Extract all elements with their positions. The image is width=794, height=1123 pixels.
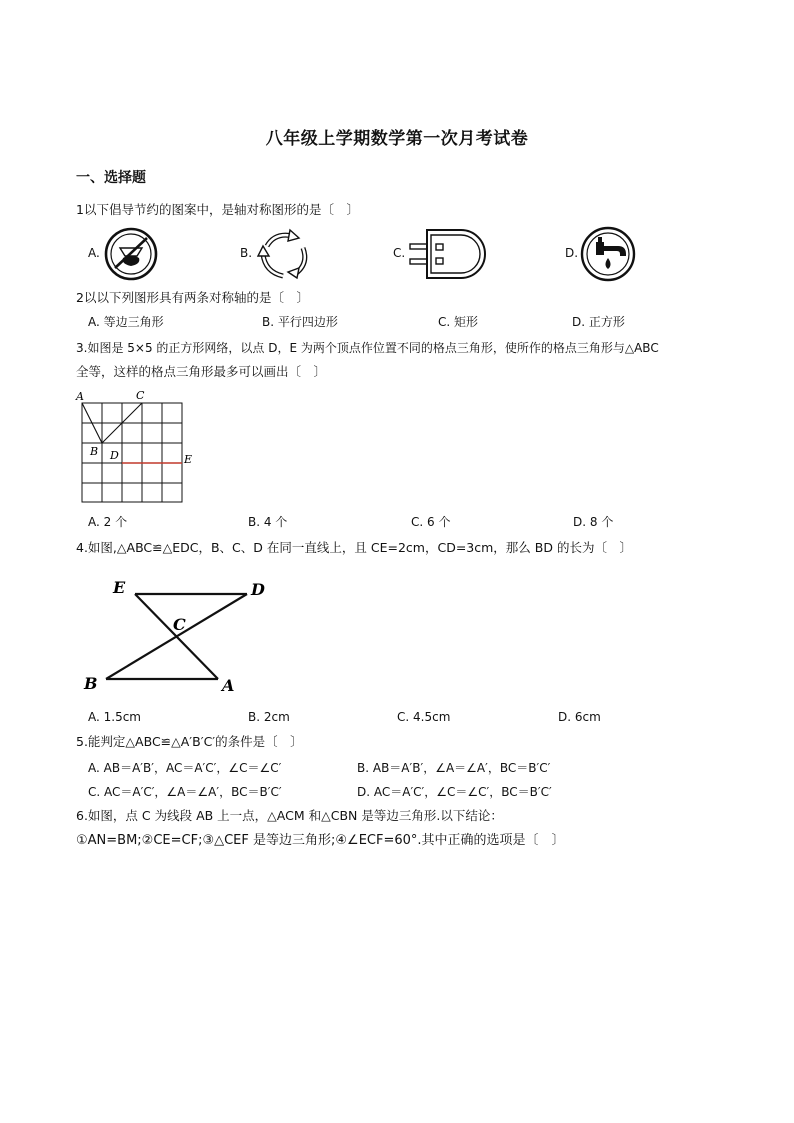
q3-option-a[interactable]: A. 2 个 xyxy=(88,515,128,529)
question-1-stem: 1以下倡导节约的图案中，是轴对称图形的是〔 〕 xyxy=(76,202,359,217)
q2-option-c[interactable]: C. 矩形 xyxy=(438,315,479,329)
question-2-stem: 2以以下列图形具有两条对称轴的是〔 〕 xyxy=(76,290,309,305)
q1-label-d: D. xyxy=(565,246,579,260)
q5-option-a[interactable]: A. AB＝A′B′，AC＝A′C′，∠C＝∠C′ xyxy=(88,761,282,775)
question-6-stem-line-2: ①AN=BM;②CE=CF;③△CEF 是等边三角形;④∠ECF=60°.其中正确的选项是〔 〕 xyxy=(76,833,565,848)
q3-option-c[interactable]: C. 6 个 xyxy=(411,515,451,529)
q2-option-d[interactable]: D. 正方形 xyxy=(572,315,625,329)
q3-grid-figure xyxy=(76,388,196,506)
question-5-stem: 5.能判定△ABC≌△A′B′C′的条件是〔 〕 xyxy=(76,734,303,749)
q5-option-c[interactable]: C. AC＝A′C′，∠A＝∠A′，BC＝B′C′ xyxy=(88,785,282,799)
q2-option-a[interactable]: A. 等边三角形 xyxy=(88,315,164,329)
q4-option-d[interactable]: D. 6cm xyxy=(558,710,601,724)
q1-figure-a-no-food-waste-icon xyxy=(101,226,161,282)
page-title: 八年级上学期数学第一次月考试卷 xyxy=(265,129,529,149)
q5-option-d[interactable]: D. AC＝A′C′，∠C＝∠C′，BC＝B′C′ xyxy=(357,785,552,799)
q4-option-b[interactable]: B. 2cm xyxy=(248,710,290,724)
q4-label-b: B xyxy=(84,674,98,693)
q4-label-e: E xyxy=(113,578,126,597)
question-3-stem-line-2: 全等，这样的格点三角形最多可以画出〔 〕 xyxy=(76,364,327,379)
q4-label-a: A xyxy=(222,676,235,695)
section-heading: 一、选择题 xyxy=(76,170,146,186)
q4-label-c: C xyxy=(173,615,186,634)
q4-label-d: D xyxy=(251,580,265,599)
q3-option-b[interactable]: B. 4 个 xyxy=(248,515,288,529)
question-6-stem-line-1: 6.如图，点 C 为线段 AB 上一点，△ACM 和△CBN 是等边三角形.以下结论： xyxy=(76,808,503,823)
q4-option-c[interactable]: C. 4.5cm xyxy=(397,710,451,724)
q1-figure-c-plug-icon xyxy=(405,226,487,282)
q4-option-a[interactable]: A. 1.5cm xyxy=(88,710,141,724)
q3-label-a: A xyxy=(76,390,84,403)
q1-label-b: B. xyxy=(240,246,253,260)
question-4-stem: 4.如图,△ABC≌△EDC，B、C、D 在同一直线上，且 CE=2cm，CD=3cm，那么 BD 的长为〔 〕 xyxy=(76,540,632,555)
q4-triangle-figure xyxy=(80,575,280,697)
q3-label-d: D xyxy=(110,449,119,462)
q1-label-c: C. xyxy=(393,246,406,260)
q3-option-d[interactable]: D. 8 个 xyxy=(573,515,614,529)
question-3-stem-line-1: 3.如图是 5×5 的正方形网络，以点 D，E 为两个顶点作位置不同的格点三角形，使所作的格点三角形与△ABC xyxy=(76,341,659,355)
q2-option-b[interactable]: B. 平行四边形 xyxy=(262,315,338,329)
q3-label-e: E xyxy=(184,453,193,466)
q1-figure-b-recycle-arrows-icon xyxy=(253,226,313,282)
q5-option-b[interactable]: B. AB＝A′B′，∠A＝∠A′，BC＝B′C′ xyxy=(357,761,551,775)
q3-label-c: C xyxy=(136,389,145,402)
q1-label-a: A. xyxy=(88,246,100,260)
q3-label-b: B xyxy=(90,445,99,458)
q1-figure-d-water-tap-icon xyxy=(578,226,638,282)
